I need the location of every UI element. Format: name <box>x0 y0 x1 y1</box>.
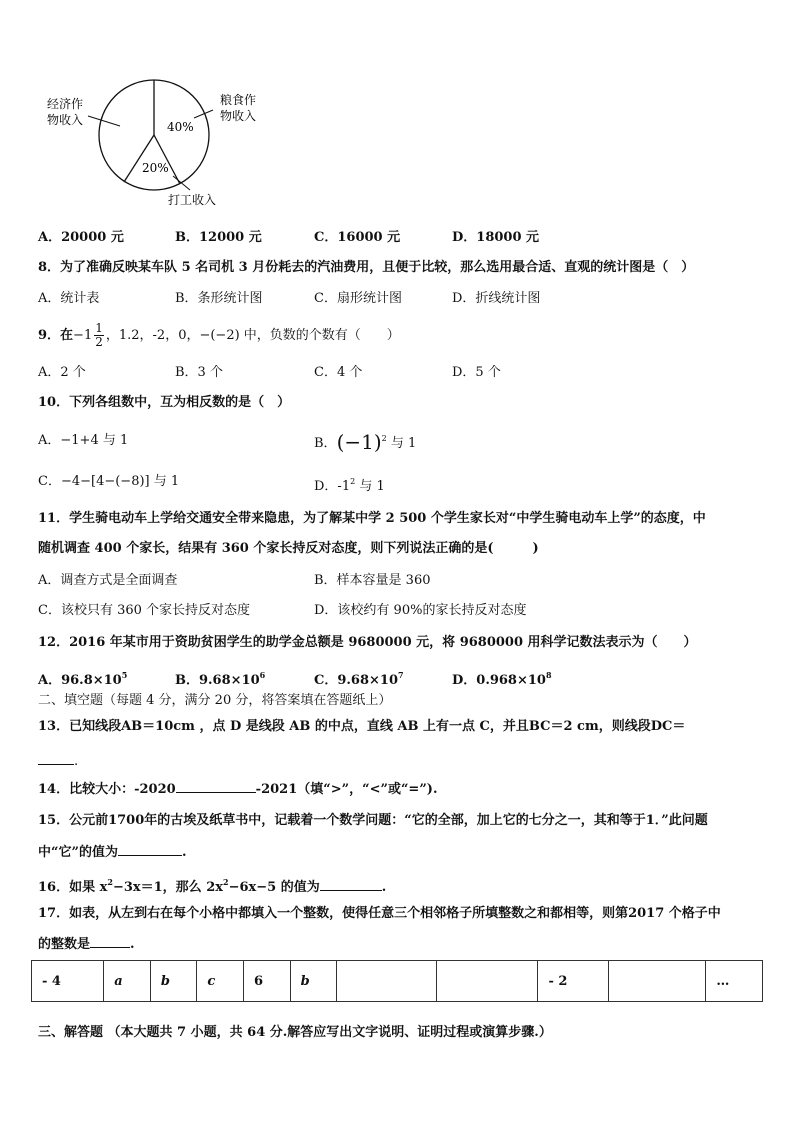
pie-label-economic-1: 经济作 <box>47 97 84 111</box>
grid-cell: b <box>290 961 337 1002</box>
q12-option-a <box>38 666 127 690</box>
q10-d-exp: 2 <box>350 477 356 486</box>
q12-option-b <box>175 666 265 690</box>
q16-pre: 16．如果 x <box>38 880 108 895</box>
q16-post1: −6x−5 的值为 <box>228 880 320 895</box>
q9-frac-num: 1 <box>95 321 103 335</box>
q16-exp1: 2 <box>107 877 113 887</box>
q13-stem: 13．已知线段AB＝10cm ，点 D 是线段 AB 的中点，直线 AB 上有一点 C，并且BC＝2 cm，则线段DC＝ <box>38 719 686 734</box>
q17-number-grid <box>31 960 763 1002</box>
section-solutions-heading: 三、解答题 （本大题共 7 小题，共 64 分.解答应写出文字说明、证明过程或演算步骤.） <box>38 1025 552 1040</box>
pie-label-economic-2: 物收入 <box>47 113 84 127</box>
pie-chart <box>30 78 280 218</box>
q16-stem <box>38 873 386 897</box>
q12-option-d <box>452 666 552 690</box>
q12-c-exp: 7 <box>398 670 404 680</box>
q9-option-b: B．3 个 <box>175 365 223 380</box>
q17-stem-line1: 17．如表，从左到右在每个小格中都填入一个整数，使得任意三个相邻格子所填整数之和都相等，则第2017 个格子中 <box>38 906 721 921</box>
q15-blank[interactable] <box>118 843 182 856</box>
q9-option-c: C．4 个 <box>314 365 363 380</box>
q10-option-a: A．−1+4 与 1 <box>38 433 129 448</box>
q15-post: . <box>181 845 187 860</box>
grid-cell: … <box>706 961 763 1002</box>
q12-c-pre: C．9.68×10 <box>314 673 398 688</box>
q10-option-b <box>314 430 416 453</box>
q14-pre: 14．比较大小：-2020 <box>38 782 176 797</box>
q12-a-exp: 5 <box>121 670 128 680</box>
q10-b-base: (−1) <box>336 430 382 454</box>
q12-a-pre: A．96.8×10 <box>38 673 122 688</box>
q11-stem-line1: 11．学生骑电动车上学给交通安全带来隐患，为了解某中学 2 500 个学生家长对“中学生骑电动车上学”的态度，中 <box>38 511 706 526</box>
q17-blank[interactable] <box>90 935 130 948</box>
q12-option-c <box>314 666 404 690</box>
q12-d-exp: 8 <box>545 670 552 680</box>
q9-neg: −1 <box>73 328 93 343</box>
grid-cell: - 2 <box>538 961 608 1002</box>
q10-option-c: C．−4−[4−(−8)] 与 1 <box>38 474 180 489</box>
q7-option-c: C．16000 元 <box>314 230 401 245</box>
q14-post: -2021（填“>”，“<”或“=”). <box>255 782 438 797</box>
q16-post2: . <box>381 880 387 895</box>
q10-b-pre: B． <box>314 436 337 451</box>
q8-option-a: A．统计表 <box>38 291 100 306</box>
q12-b-pre: B．9.68×10 <box>175 673 260 688</box>
q9-option-d: D．5 个 <box>452 365 501 380</box>
q16-blank[interactable] <box>320 878 382 891</box>
q7-option-a: A．20000 元 <box>38 230 124 245</box>
grid-cell <box>337 961 437 1002</box>
q11-option-d: D．该校约有 90%的家长持反对态度 <box>314 603 527 618</box>
q11-option-c: C．该校只有 360 个家长持反对态度 <box>38 603 251 618</box>
q10-b-exp: 2 <box>381 434 387 443</box>
q10-d-post: 与 1 <box>355 479 385 494</box>
q10-d-pre: D．-1 <box>314 479 351 494</box>
q9-stem <box>38 322 400 349</box>
pie-pct-labor: 20% <box>142 161 169 175</box>
q17-stem-line2 <box>38 935 135 954</box>
q12-b-exp: 6 <box>259 670 266 680</box>
grid-cell: a <box>104 961 151 1002</box>
grid-cell <box>608 961 706 1002</box>
q14-blank[interactable] <box>176 780 256 793</box>
q17-post: . <box>130 937 135 952</box>
q10-stem: 10．下列各组数中，互为相反数的是（ ） <box>38 395 291 410</box>
q16-exp2: 2 <box>223 877 229 887</box>
q16-mid: −3x＝1，那么 2x <box>112 880 224 895</box>
grid-cell: - 4 <box>32 961 104 1002</box>
q7-option-d: D．18000 元 <box>452 230 540 245</box>
q12-d-pre: D．0.968×10 <box>452 673 546 688</box>
q15-stem-line1: 15．公元前1700年的古埃及纸草书中，记载着一个数学问题：“它的全部，加上它的七分之一，其和等于1．”此问题 <box>38 813 708 828</box>
grid-cell: 6 <box>243 961 290 1002</box>
q13-tail: . <box>74 754 79 769</box>
q13-blank[interactable] <box>38 752 74 765</box>
q7-option-b: B．12000 元 <box>175 230 262 245</box>
q10-b-post: 与 1 <box>386 436 417 451</box>
grid-cell: c <box>197 961 244 1002</box>
q11-option-a: A．调查方式是全面调查 <box>38 573 178 588</box>
grid-cell <box>436 961 538 1002</box>
q10-option-d <box>314 473 385 496</box>
pie-label-labor: 打工收入 <box>168 193 217 207</box>
q12-stem: 12．2016 年某市用于资助贫困学生的助学金总额是 9680000 元，将 9680000 用科学记数法表示为（ ） <box>38 635 697 650</box>
q11-option-b: B．样本容量是 360 <box>314 573 431 588</box>
q9-option-a: A．2 个 <box>38 365 86 380</box>
grid-cell: b <box>150 961 197 1002</box>
q11-stem-line2: 随机调查 400 个家长，结果有 360 个家长持反对态度，则下列说法正确的是( ) <box>38 541 539 556</box>
q14-stem <box>38 780 437 799</box>
pie-divider-right <box>154 135 180 184</box>
q8-option-d: D．折线统计图 <box>452 291 541 306</box>
section-fill-in-heading: 二、填空题（每题 4 分，满分 20 分，将答案填在答题纸上） <box>38 693 392 708</box>
pie-label-grain-2: 物收入 <box>220 109 257 123</box>
q13-answer-line <box>38 752 78 771</box>
q15-pre: 中“它”的值为 <box>38 845 118 860</box>
pie-leader-left <box>88 116 120 126</box>
q9-fraction <box>94 322 104 349</box>
q17-pre: 的整数是 <box>38 937 91 952</box>
q8-option-b: B．条形统计图 <box>175 291 263 306</box>
q9-frac-den: 2 <box>95 335 103 349</box>
q9-prefix: 9．在 <box>38 328 74 343</box>
q8-option-c: C．扇形统计图 <box>314 291 402 306</box>
pie-label-grain-1: 粮食作 <box>220 93 257 107</box>
q8-stem: 8．为了准确反映某车队 5 名司机 3 月份耗去的汽油费用，且便于比较，那么选用最合适、直观的统计图是（ ） <box>38 260 695 275</box>
pie-pct-grain: 40% <box>167 120 194 134</box>
table-row <box>32 961 763 1002</box>
q15-stem-line2 <box>38 843 187 862</box>
q9-rest: ，1.2，-2，0，−(−2) 中，负数的个数有（ ） <box>105 328 400 343</box>
